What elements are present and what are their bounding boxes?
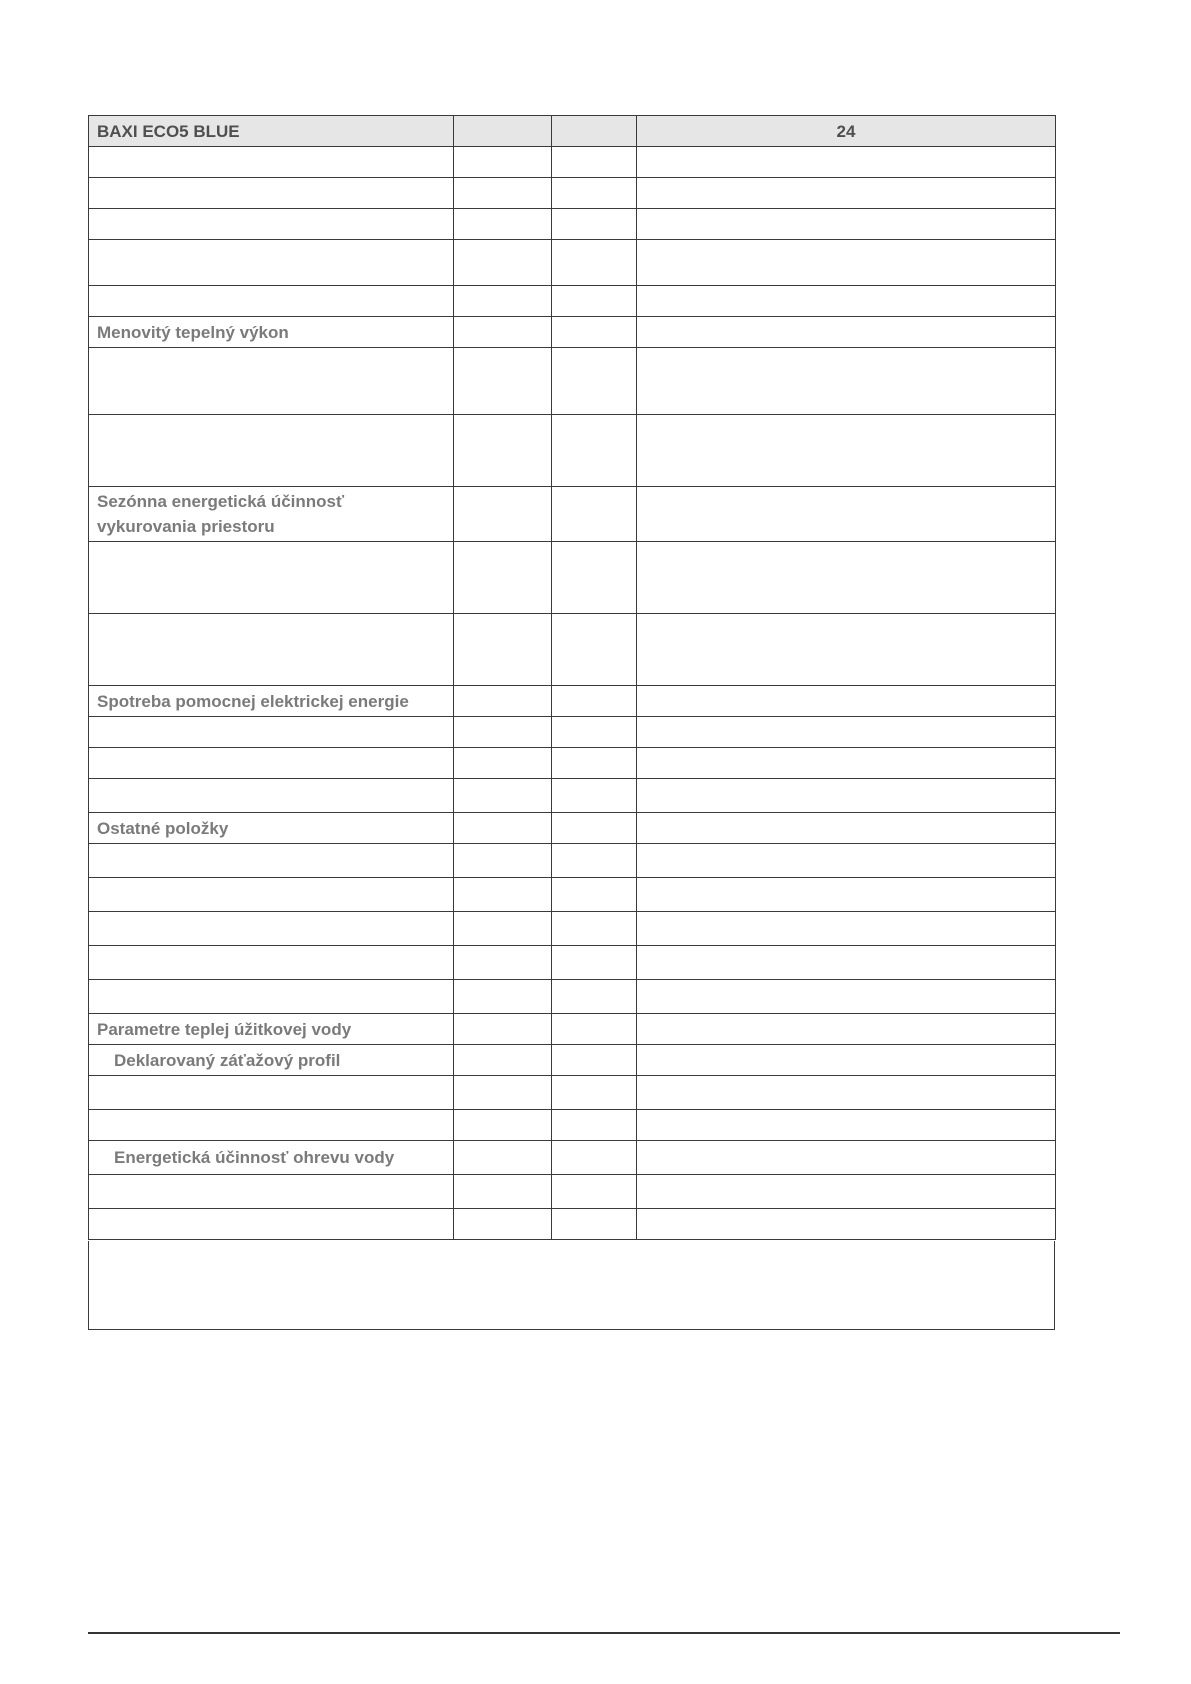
section-label: Spotreba pomocnej elektrickej energie bbox=[89, 686, 454, 717]
section-row-auxiliary-electricity bbox=[89, 686, 1056, 717]
table-row bbox=[89, 779, 1056, 813]
table-row bbox=[89, 415, 1056, 487]
table-row bbox=[89, 844, 1056, 878]
section-label: Sezónna energetická účinnosť vykurovania priestoru bbox=[89, 487, 454, 542]
section-label: Menovitý tepelný výkon bbox=[89, 317, 454, 348]
section-row-declared-load-profile bbox=[89, 1045, 1056, 1076]
table-row bbox=[89, 748, 1056, 779]
table-row bbox=[89, 1175, 1056, 1209]
product-fiche-table bbox=[88, 115, 1056, 1240]
symbol-column-header bbox=[454, 116, 552, 147]
table-row bbox=[89, 878, 1056, 912]
table-row bbox=[89, 1209, 1056, 1240]
section-label: Ostatné položky bbox=[89, 813, 454, 844]
table-row bbox=[89, 946, 1056, 980]
table-row bbox=[89, 147, 1056, 178]
table-row bbox=[89, 1076, 1056, 1110]
table-row bbox=[89, 178, 1056, 209]
section-row-other-items bbox=[89, 813, 1056, 844]
section-row-water-heating-efficiency bbox=[89, 1141, 1056, 1175]
product-name: BAXI ECO5 BLUE bbox=[89, 116, 454, 147]
section-label: Energetická účinnosť ohrevu vody bbox=[89, 1141, 454, 1175]
table-row bbox=[89, 1110, 1056, 1141]
table-header-row bbox=[89, 116, 1056, 147]
table-row bbox=[89, 542, 1056, 614]
table-row bbox=[89, 912, 1056, 946]
section-row-seasonal-efficiency bbox=[89, 487, 1056, 542]
table-row bbox=[89, 286, 1056, 317]
footer-divider bbox=[88, 1632, 1120, 1634]
table-row bbox=[89, 209, 1056, 240]
table-row bbox=[89, 717, 1056, 748]
section-row-rated-heat-output bbox=[89, 317, 1056, 348]
notes-box bbox=[88, 1241, 1055, 1330]
table-row bbox=[89, 240, 1056, 286]
table-row bbox=[89, 348, 1056, 415]
section-label: Deklarovaný záťažový profil bbox=[89, 1045, 454, 1076]
unit-column-header bbox=[552, 116, 637, 147]
table-row bbox=[89, 980, 1056, 1014]
model-value: 24 bbox=[637, 116, 1056, 147]
section-label: Parametre teplej úžitkovej vody bbox=[89, 1014, 454, 1045]
section-row-dhw-parameters bbox=[89, 1014, 1056, 1045]
table-row bbox=[89, 614, 1056, 686]
